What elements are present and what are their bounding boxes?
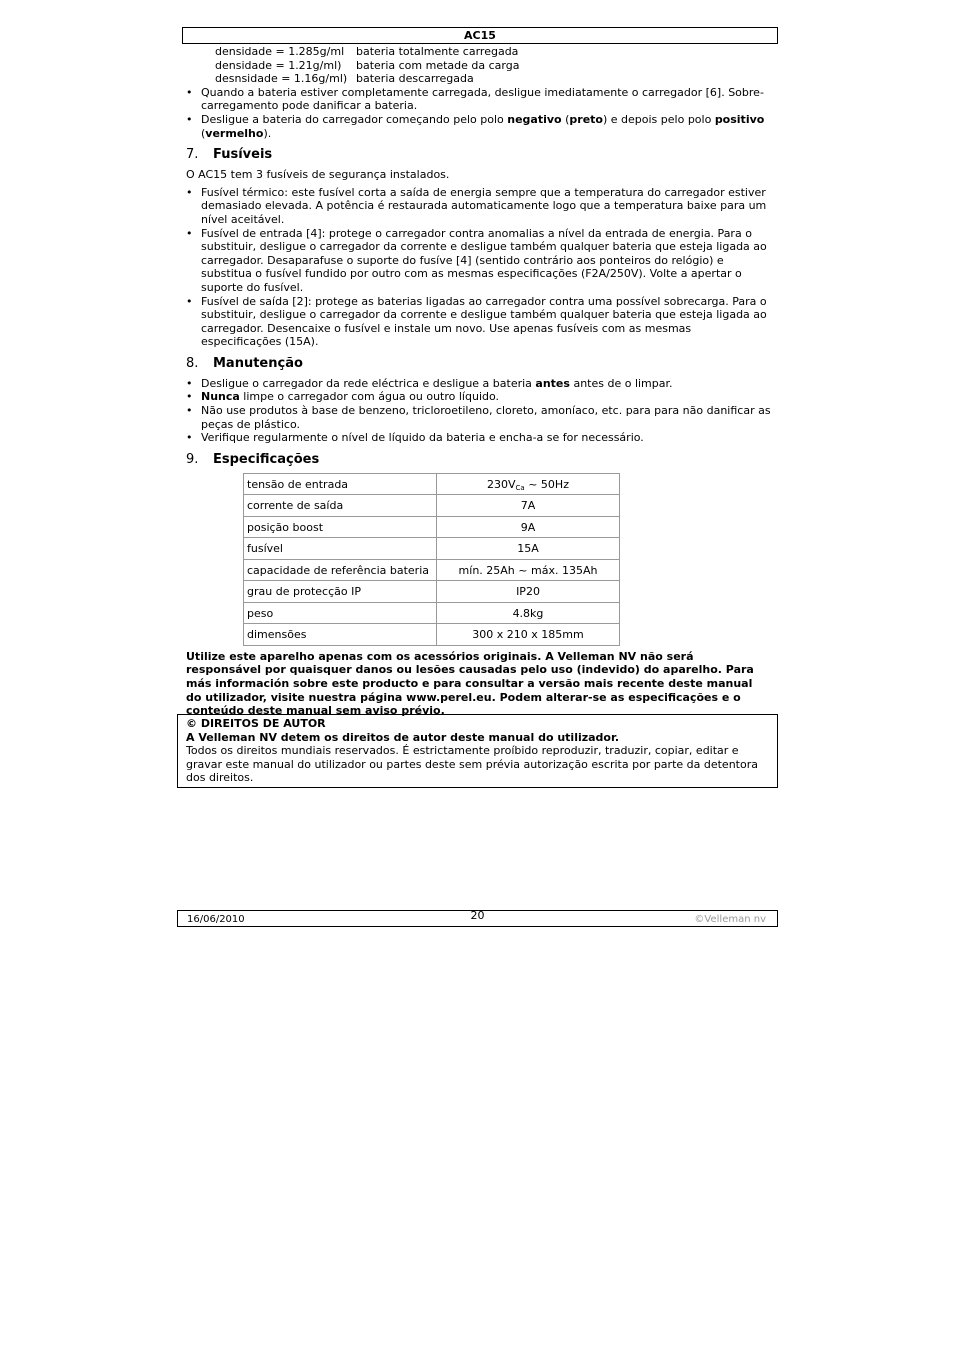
header-title: AC15 (182, 27, 778, 44)
bold-positive: positivo (714, 112, 765, 126)
density-desc: bateria totalmente carregada (356, 45, 519, 58)
table-row (244, 559, 620, 581)
text-run: 230V (487, 477, 516, 491)
text-run: ). (263, 126, 272, 140)
copyright-subtitle: A Velleman NV detem os direitos de autor deste manual do utilizador. (186, 730, 620, 744)
list-item (186, 377, 771, 391)
list-item: • Não use produtos à base de benzeno, tricloroetileno, cloreto, amoníaco, etc. para para não danificar as peças de plástico. (186, 404, 771, 431)
fuses-list (186, 186, 771, 349)
text-run: ~ 50Hz (524, 477, 569, 491)
section-title: Especificações (213, 451, 320, 467)
bold-black: preto (569, 112, 603, 126)
table-cell-label: corrente de saída (244, 495, 437, 517)
table-cell-label: posição boost (244, 516, 437, 538)
table-row (244, 495, 620, 517)
page-number: 20 (470, 909, 485, 922)
list-item: • Fusível de saída [2]: protege as baterias ligadas ao carregador contra uma possível sobrecarga. Para o substituir, desligue o carregador da corrente e desligue também qualquer bateria que esteja ligada ao carregador. Desencaixe o fusível e instale um novo. Use apenas fusíveis com as mesmas especificações (15A). (186, 295, 771, 349)
table-cell-value: 7A (437, 495, 620, 517)
table-row (244, 473, 620, 495)
section-heading-maintenance (186, 356, 771, 372)
list-item (186, 390, 771, 404)
table-row (244, 516, 620, 538)
section-number: 8. (186, 355, 199, 371)
table-cell-value: IP20 (437, 581, 620, 603)
table-row (244, 581, 620, 603)
section-title: Manutenção (213, 355, 303, 371)
bold-negative: negativo (507, 112, 562, 126)
table-cell-value: 300 x 210 x 185mm (437, 624, 620, 646)
footer-date: 16/06/2010 (187, 914, 245, 925)
section-heading-fuses (186, 147, 771, 163)
list-item: • Fusível de entrada [4]: protege o carregador contra anomalias a nível da entrada de energia. Para o substituir, desligue o carregador da corrente e desligue também qualquer bateria que esteja ligada ao carregador. Desaparafuse o suporte do fusíve [4] (sentido contrário aos ponteiros do relógio) e substitua o fusível fundido por outro com as mesmas especificações (F2A/250V). Volte a apertar o suporte do fusível. (186, 227, 771, 295)
table-cell-value: 15A (437, 538, 620, 560)
table-cell-label: grau de protecção IP (244, 581, 437, 603)
bold-text: Nunca (201, 390, 240, 404)
text-run: Desligue o carregador da rede eléctrica e desligue a bateria (201, 376, 536, 390)
bold-red: vermelho (205, 126, 264, 140)
table-cell-label: tensão de entrada (244, 473, 437, 495)
copyright-box (177, 714, 778, 788)
density-desc: bateria descarregada (356, 72, 474, 86)
table-cell-label: dimensões (244, 624, 437, 646)
specifications-table (243, 473, 620, 646)
list-item (186, 113, 771, 140)
page-content (186, 45, 771, 718)
table-cell-value (437, 473, 620, 495)
text-run: limpe o carregador com água ou outro líquido. (239, 390, 500, 404)
density-value: densidade = 1.21g/ml) (215, 58, 342, 72)
section-title: Fusíveis (213, 147, 273, 163)
text-run: ) e depois pelo polo (602, 112, 715, 126)
table-row (244, 538, 620, 560)
density-list (186, 45, 771, 86)
density-value: densidade = 1.285g/ml (215, 45, 345, 58)
table-cell-label: fusível (244, 538, 437, 560)
table-cell-label: capacidade de referência bateria (244, 559, 437, 581)
text-run: ( (201, 126, 206, 140)
section-heading-specifications (186, 452, 771, 468)
text-run: antes de o limpar. (569, 376, 673, 390)
charging-bullets (186, 86, 771, 140)
fuses-intro: O AC15 tem 3 fusíveis de segurança instalados. (186, 168, 450, 182)
subscript: Ca (515, 483, 525, 492)
maintenance-list (186, 377, 771, 445)
text-run: Desligue a bateria do carregador começando pelo polo (201, 112, 508, 126)
density-row (215, 45, 771, 59)
density-row (215, 72, 771, 86)
copyright-title: © DIREITOS DE AUTOR (186, 717, 326, 730)
footer-copyright: ©Velleman nv (694, 914, 766, 925)
table-row (244, 602, 620, 624)
table-row (244, 624, 620, 646)
copyright-body: Todos os direitos mundiais reservados. É estrictamente proíbido reproduzir, traduzir, copiar, editar e gravar este manual do utilizador ou partes deste sem prévia autorização escrita por parte da detentora dos direitos. (186, 744, 758, 785)
density-desc: bateria com metade da carga (356, 58, 520, 72)
list-item: • Quando a bateria estiver completamente carregada, desligue imediatamente o carregador [6]. Sobre-carregamento pode danificar a bateria. (186, 86, 771, 113)
list-item: • Fusível térmico: este fusível corta a saída de energia sempre que a temperatura do carregador estiver demasiado elevada. A potência é restaurada automaticamente logo que a temperatura baixe para um nível aceitável. (186, 186, 771, 227)
table-cell-value: 9A (437, 516, 620, 538)
table-cell-value: 4.8kg (437, 602, 620, 624)
density-value: desnsidade = 1.16g/ml) (215, 72, 348, 86)
section-number: 7. (186, 147, 199, 163)
page-footer (177, 910, 778, 927)
text-run: ( (561, 112, 570, 126)
section-number: 9. (186, 451, 199, 467)
density-row (215, 59, 771, 73)
table-cell-label: peso (244, 602, 437, 624)
accessories-warning: Utilize este aparelho apenas com os acessórios originais. A Velleman NV não será responsável por quaisquer danos ou lesões causadas pelo uso (indevido) do aparelho. Para más información sobre este producto e para consultar a versão mais recente deste manual do utilizador, visite nuestra página www.perel.eu. Podem alterar-se as especificações e o conteúdo deste manual sem aviso prévio. (186, 649, 754, 718)
bold-text: antes (535, 376, 570, 390)
list-item: • Verifique regularmente o nível de líquido da bateria e encha-a se for necessário. (186, 431, 771, 445)
table-cell-value: mín. 25Ah ~ máx. 135Ah (437, 559, 620, 581)
